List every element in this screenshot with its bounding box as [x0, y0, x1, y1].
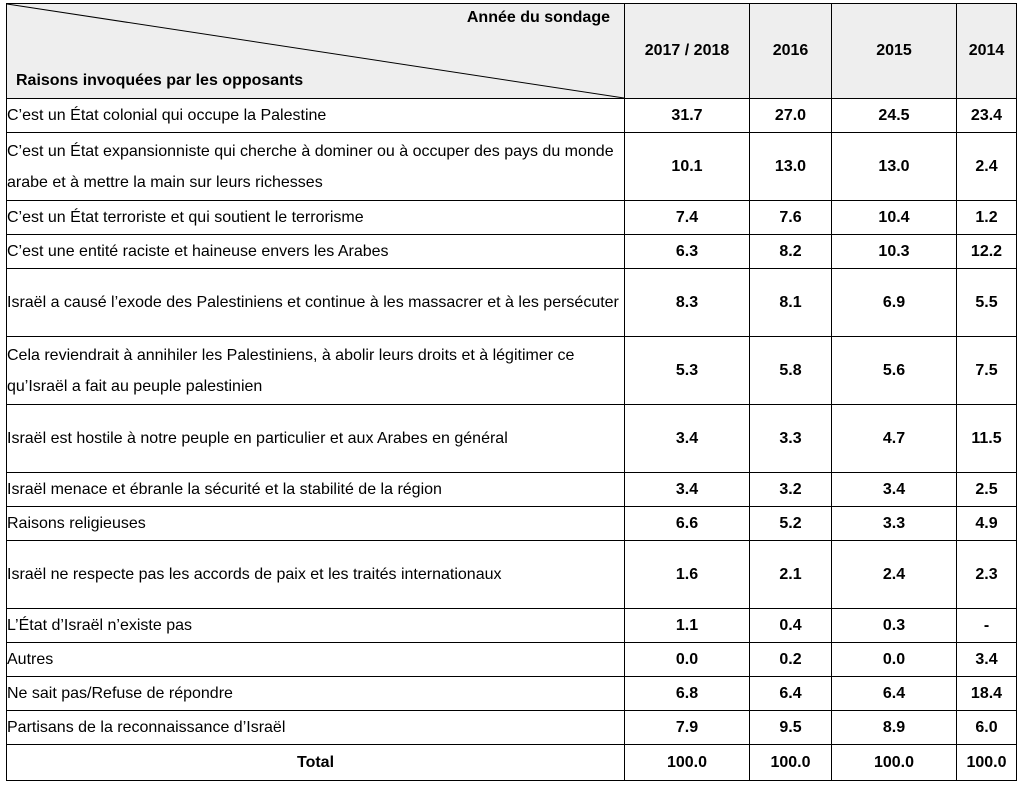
value-cell: 0.4: [750, 609, 832, 643]
value-cell: 2.4: [957, 133, 1017, 201]
table-row: [7, 269, 1017, 337]
total-label: Total: [7, 745, 625, 781]
value-cell: 31.7: [625, 99, 750, 133]
reason-cell: C’est un État terroriste et qui soutient le terrorisme: [7, 201, 625, 235]
value-cell: 3.3: [750, 405, 832, 473]
reason-cell: Raisons religieuses: [7, 507, 625, 541]
value-cell: 13.0: [750, 133, 832, 201]
reason-cell: Israël menace et ébranle la sécurité et la stabilité de la région: [7, 473, 625, 507]
total-value-cell: 100.0: [957, 745, 1017, 781]
value-cell: 3.4: [625, 405, 750, 473]
value-cell: 8.9: [832, 711, 957, 745]
value-cell: 3.4: [832, 473, 957, 507]
value-cell: 9.5: [750, 711, 832, 745]
value-cell: 7.5: [957, 337, 1017, 405]
reason-cell: Ne sait pas/Refuse de répondre: [7, 677, 625, 711]
value-cell: 6.4: [750, 677, 832, 711]
value-cell: 6.0: [957, 711, 1017, 745]
table-row: [7, 99, 1017, 133]
table-row: [7, 507, 1017, 541]
value-cell: 6.8: [625, 677, 750, 711]
value-cell: 2.1: [750, 541, 832, 609]
year-header: 2017 / 2018: [625, 4, 750, 99]
value-cell: 7.6: [750, 201, 832, 235]
survey-table: [6, 3, 1017, 781]
value-cell: 10.4: [832, 201, 957, 235]
table-row: [7, 541, 1017, 609]
value-cell: 0.0: [832, 643, 957, 677]
year-header: 2014: [957, 4, 1017, 99]
total-value-cell: 100.0: [750, 745, 832, 781]
value-cell: 10.1: [625, 133, 750, 201]
value-cell: 1.6: [625, 541, 750, 609]
corner-header-cell: [7, 4, 625, 99]
table-row: [7, 677, 1017, 711]
survey-year-label: Année du sondage: [466, 9, 610, 26]
table-row: [7, 405, 1017, 473]
table-row: [7, 337, 1017, 405]
value-cell: 3.4: [625, 473, 750, 507]
reason-cell: L’État d’Israël n’existe pas: [7, 609, 625, 643]
value-cell: 27.0: [750, 99, 832, 133]
value-cell: 4.9: [957, 507, 1017, 541]
value-cell: 8.2: [750, 235, 832, 269]
reason-cell: Israël ne respecte pas les accords de paix et les traités internationaux: [7, 541, 625, 609]
value-cell: 23.4: [957, 99, 1017, 133]
reason-cell: C’est un État colonial qui occupe la Palestine: [7, 99, 625, 133]
value-cell: 3.4: [957, 643, 1017, 677]
year-header: 2016: [750, 4, 832, 99]
value-cell: 0.0: [625, 643, 750, 677]
table-row: [7, 711, 1017, 745]
value-cell: 18.4: [957, 677, 1017, 711]
reason-cell: Israël a causé l’exode des Palestiniens et continue à les massacrer et à les persécuter: [7, 269, 625, 337]
value-cell: 0.3: [832, 609, 957, 643]
value-cell: 10.3: [832, 235, 957, 269]
value-cell: 5.8: [750, 337, 832, 405]
table-row: [7, 133, 1017, 201]
value-cell: 5.3: [625, 337, 750, 405]
value-cell: 7.4: [625, 201, 750, 235]
reason-cell: Autres: [7, 643, 625, 677]
value-cell: 1.2: [957, 201, 1017, 235]
value-cell: 11.5: [957, 405, 1017, 473]
value-cell: 13.0: [832, 133, 957, 201]
value-cell: 6.6: [625, 507, 750, 541]
total-row: [7, 745, 1017, 781]
value-cell: 5.2: [750, 507, 832, 541]
value-cell: 1.1: [625, 609, 750, 643]
value-cell: 6.9: [832, 269, 957, 337]
table-row: [7, 201, 1017, 235]
table-row: [7, 235, 1017, 269]
value-cell: 2.4: [832, 541, 957, 609]
reason-cell: Partisans de la reconnaissance d’Israël: [7, 711, 625, 745]
value-cell: -: [957, 609, 1017, 643]
table-row: [7, 473, 1017, 507]
value-cell: 12.2: [957, 235, 1017, 269]
value-cell: 6.3: [625, 235, 750, 269]
value-cell: 6.4: [832, 677, 957, 711]
reasons-label: Raisons invoquées par les opposants: [16, 72, 304, 89]
total-value-cell: 100.0: [832, 745, 957, 781]
header-row: [7, 4, 1017, 99]
value-cell: 8.1: [750, 269, 832, 337]
reason-cell: C’est une entité raciste et haineuse envers les Arabes: [7, 235, 625, 269]
value-cell: 3.3: [832, 507, 957, 541]
value-cell: 3.2: [750, 473, 832, 507]
reason-cell: C’est un État expansionniste qui cherche à dominer ou à occuper des pays du monde arabe et à mettre la main sur leurs richesses: [7, 133, 625, 201]
value-cell: 5.5: [957, 269, 1017, 337]
table-row: [7, 643, 1017, 677]
value-cell: 0.2: [750, 643, 832, 677]
value-cell: 2.5: [957, 473, 1017, 507]
year-header: 2015: [832, 4, 957, 99]
reason-cell: Israël est hostile à notre peuple en particulier et aux Arabes en général: [7, 405, 625, 473]
table-row: [7, 609, 1017, 643]
value-cell: 2.3: [957, 541, 1017, 609]
value-cell: 8.3: [625, 269, 750, 337]
total-value-cell: 100.0: [625, 745, 750, 781]
value-cell: 24.5: [832, 99, 957, 133]
value-cell: 5.6: [832, 337, 957, 405]
reason-cell: Cela reviendrait à annihiler les Palestiniens, à abolir leurs droits et à légitimer ce qu’Israël a fait au peuple palestinien: [7, 337, 625, 405]
value-cell: 7.9: [625, 711, 750, 745]
value-cell: 4.7: [832, 405, 957, 473]
